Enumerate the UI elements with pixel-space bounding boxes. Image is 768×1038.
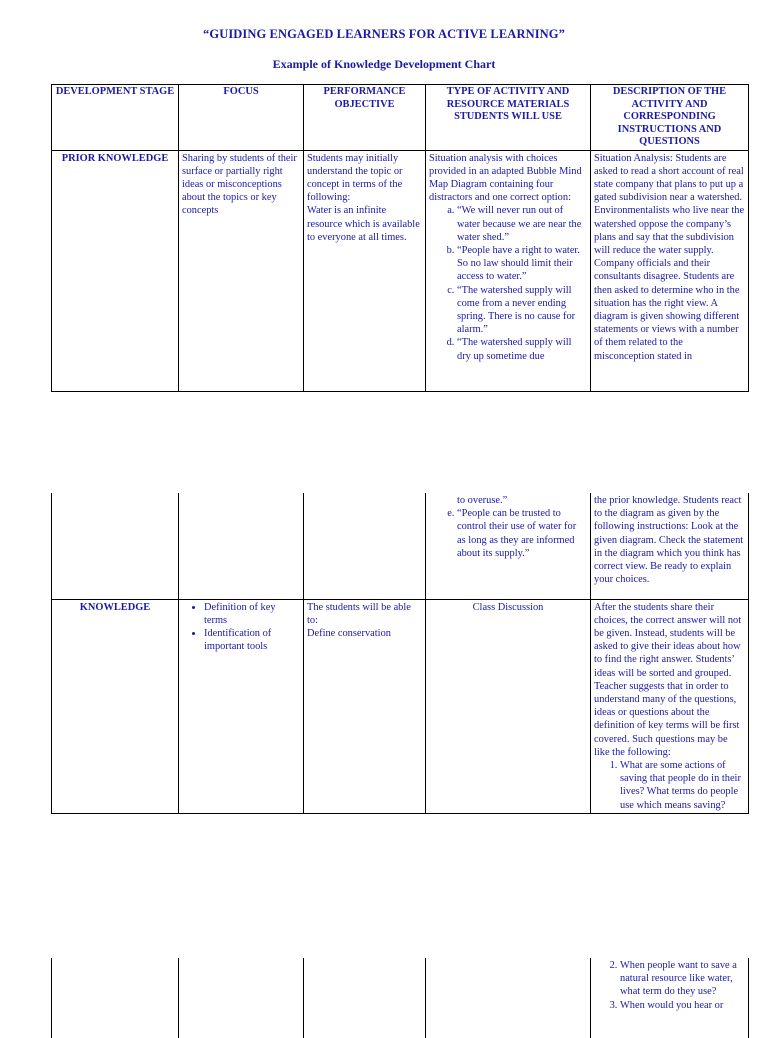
table-row-prior-knowledge — [52, 150, 749, 391]
list-item: 3. When would you hear or — [620, 999, 745, 1012]
stage-knowledge: KNOWLEDGE — [52, 599, 179, 813]
option-list-continued — [429, 507, 587, 560]
stage-empty — [52, 493, 179, 599]
focus-knowledge — [179, 599, 304, 813]
list-item: 1. What are some actions of saving that people do in their lives? What terms do people use which means saving? — [620, 759, 745, 812]
list-item: b. “People have a right to water. So no law should limit their access to water.” — [457, 244, 587, 284]
knowledge-chart-table-part-1 — [51, 84, 749, 392]
activity-prior-intro: Situation analysis with choices provided in an adapted Bubble Mind Map Diagram containing four distractors and one correct option: — [429, 152, 582, 204]
header-objective: PERFORMANCE OBJECTIVE — [304, 85, 426, 151]
activity-empty — [426, 958, 591, 1038]
objective-knowledge — [304, 599, 426, 813]
objective-prior-intro: Students may initially understand the topic or concept in terms of the following: — [307, 152, 403, 204]
list-item: d. “The watershed supply will dry up sometime due — [457, 336, 587, 362]
focus-prior: Sharing by students of their surface or partially right ideas or misconceptions about the topics or key concepts — [179, 150, 304, 391]
table-row-knowledge-continued — [52, 958, 749, 1038]
objective-knowledge-item: Define conservation — [307, 627, 391, 639]
header-focus: FOCUS — [179, 85, 304, 151]
knowledge-chart-table-part-3 — [51, 958, 749, 1038]
description-knowledge-text: After the students share their choices, the correct answer will not be given. Instead, students will be asked to give their ideas about how to find the right answer. Students’ ideas will be sorted and grouped. Teacher suggests that in order to understand many of the questions, ideas or questions about the definition of key terms will be first covered. Such questions may be like the following: — [594, 601, 742, 758]
table-row-knowledge — [52, 599, 749, 813]
description-prior-text: Situation Analysis: Students are asked to read a short account of real state company that plans to put up a gated subdivision near a watershed. Environmentalists who live near the watershed oppose the company’s plans and say that the subdivision will reduce the water supply. Company officials and their consultants disagree. Students are then asked to determine who in the situation has the right view. A diagram is given showing different statements or views with a number of them related to the misconception stated in — [594, 152, 745, 362]
activity-knowledge: Class Discussion — [426, 599, 591, 813]
question-list — [594, 759, 745, 812]
description-prior — [591, 150, 749, 391]
description-knowledge-continued — [591, 958, 749, 1038]
option-d-continued: to overuse.” — [457, 495, 508, 506]
table-row-prior-continued — [52, 493, 749, 599]
stage-prior-knowledge: PRIOR KNOWLEDGE — [52, 150, 179, 391]
knowledge-chart-table-part-2 — [51, 493, 749, 814]
objective-prior-misconception: Water is an infinite resource which is available to everyone at all times. — [307, 205, 420, 243]
list-item: c. “The watershed supply will come from a never ending spring. There is no cause for alarm.” — [457, 284, 587, 337]
description-prior-continued: the prior knowledge. Students react to the diagram as given by the following instructions: Look at the given diagram. Check the statement in the diagram which you think has correct view. Be ready to explain your choices. — [591, 493, 749, 599]
list-item: • Definition of key terms — [204, 601, 300, 627]
objective-knowledge-intro: The students will be able to: — [307, 601, 411, 626]
activity-prior — [426, 150, 591, 391]
objective-empty — [304, 493, 426, 599]
objective-empty — [304, 958, 426, 1038]
stage-empty — [52, 958, 179, 1038]
document-title: “GUIDING ENGAGED LEARNERS FOR ACTIVE LEARNING” — [203, 27, 565, 41]
option-list — [429, 204, 587, 362]
list-item: a. “We will never run out of water because we are near the water shed.” — [457, 204, 587, 244]
focus-list — [182, 601, 300, 654]
list-item: • Identification of important tools — [204, 627, 300, 653]
activity-prior-clip — [429, 152, 587, 390]
activity-prior-continued — [426, 493, 591, 599]
header-activity: TYPE OF ACTIVITY AND RESOURCE MATERIALS STUDENTS WILL USE — [426, 85, 591, 151]
header-row — [52, 85, 749, 151]
list-item: e. “People can be trusted to control their use of water for as long as they are informed about its supply.” — [457, 507, 587, 560]
header-description: DESCRIPTION OF THE ACTIVITY AND CORRESPONDING INSTRUCTIONS AND QUESTIONS — [591, 85, 749, 151]
chart-subtitle: Example of Knowledge Development Chart — [272, 57, 496, 71]
list-item: 2. When people want to save a natural resource like water, what term do they use? — [620, 959, 745, 999]
question-list-continued — [594, 959, 745, 1012]
description-knowledge — [591, 599, 749, 813]
objective-prior — [304, 150, 426, 391]
header-stage: DEVELOPMENT STAGE — [52, 85, 179, 151]
focus-empty — [179, 493, 304, 599]
focus-empty — [179, 958, 304, 1038]
